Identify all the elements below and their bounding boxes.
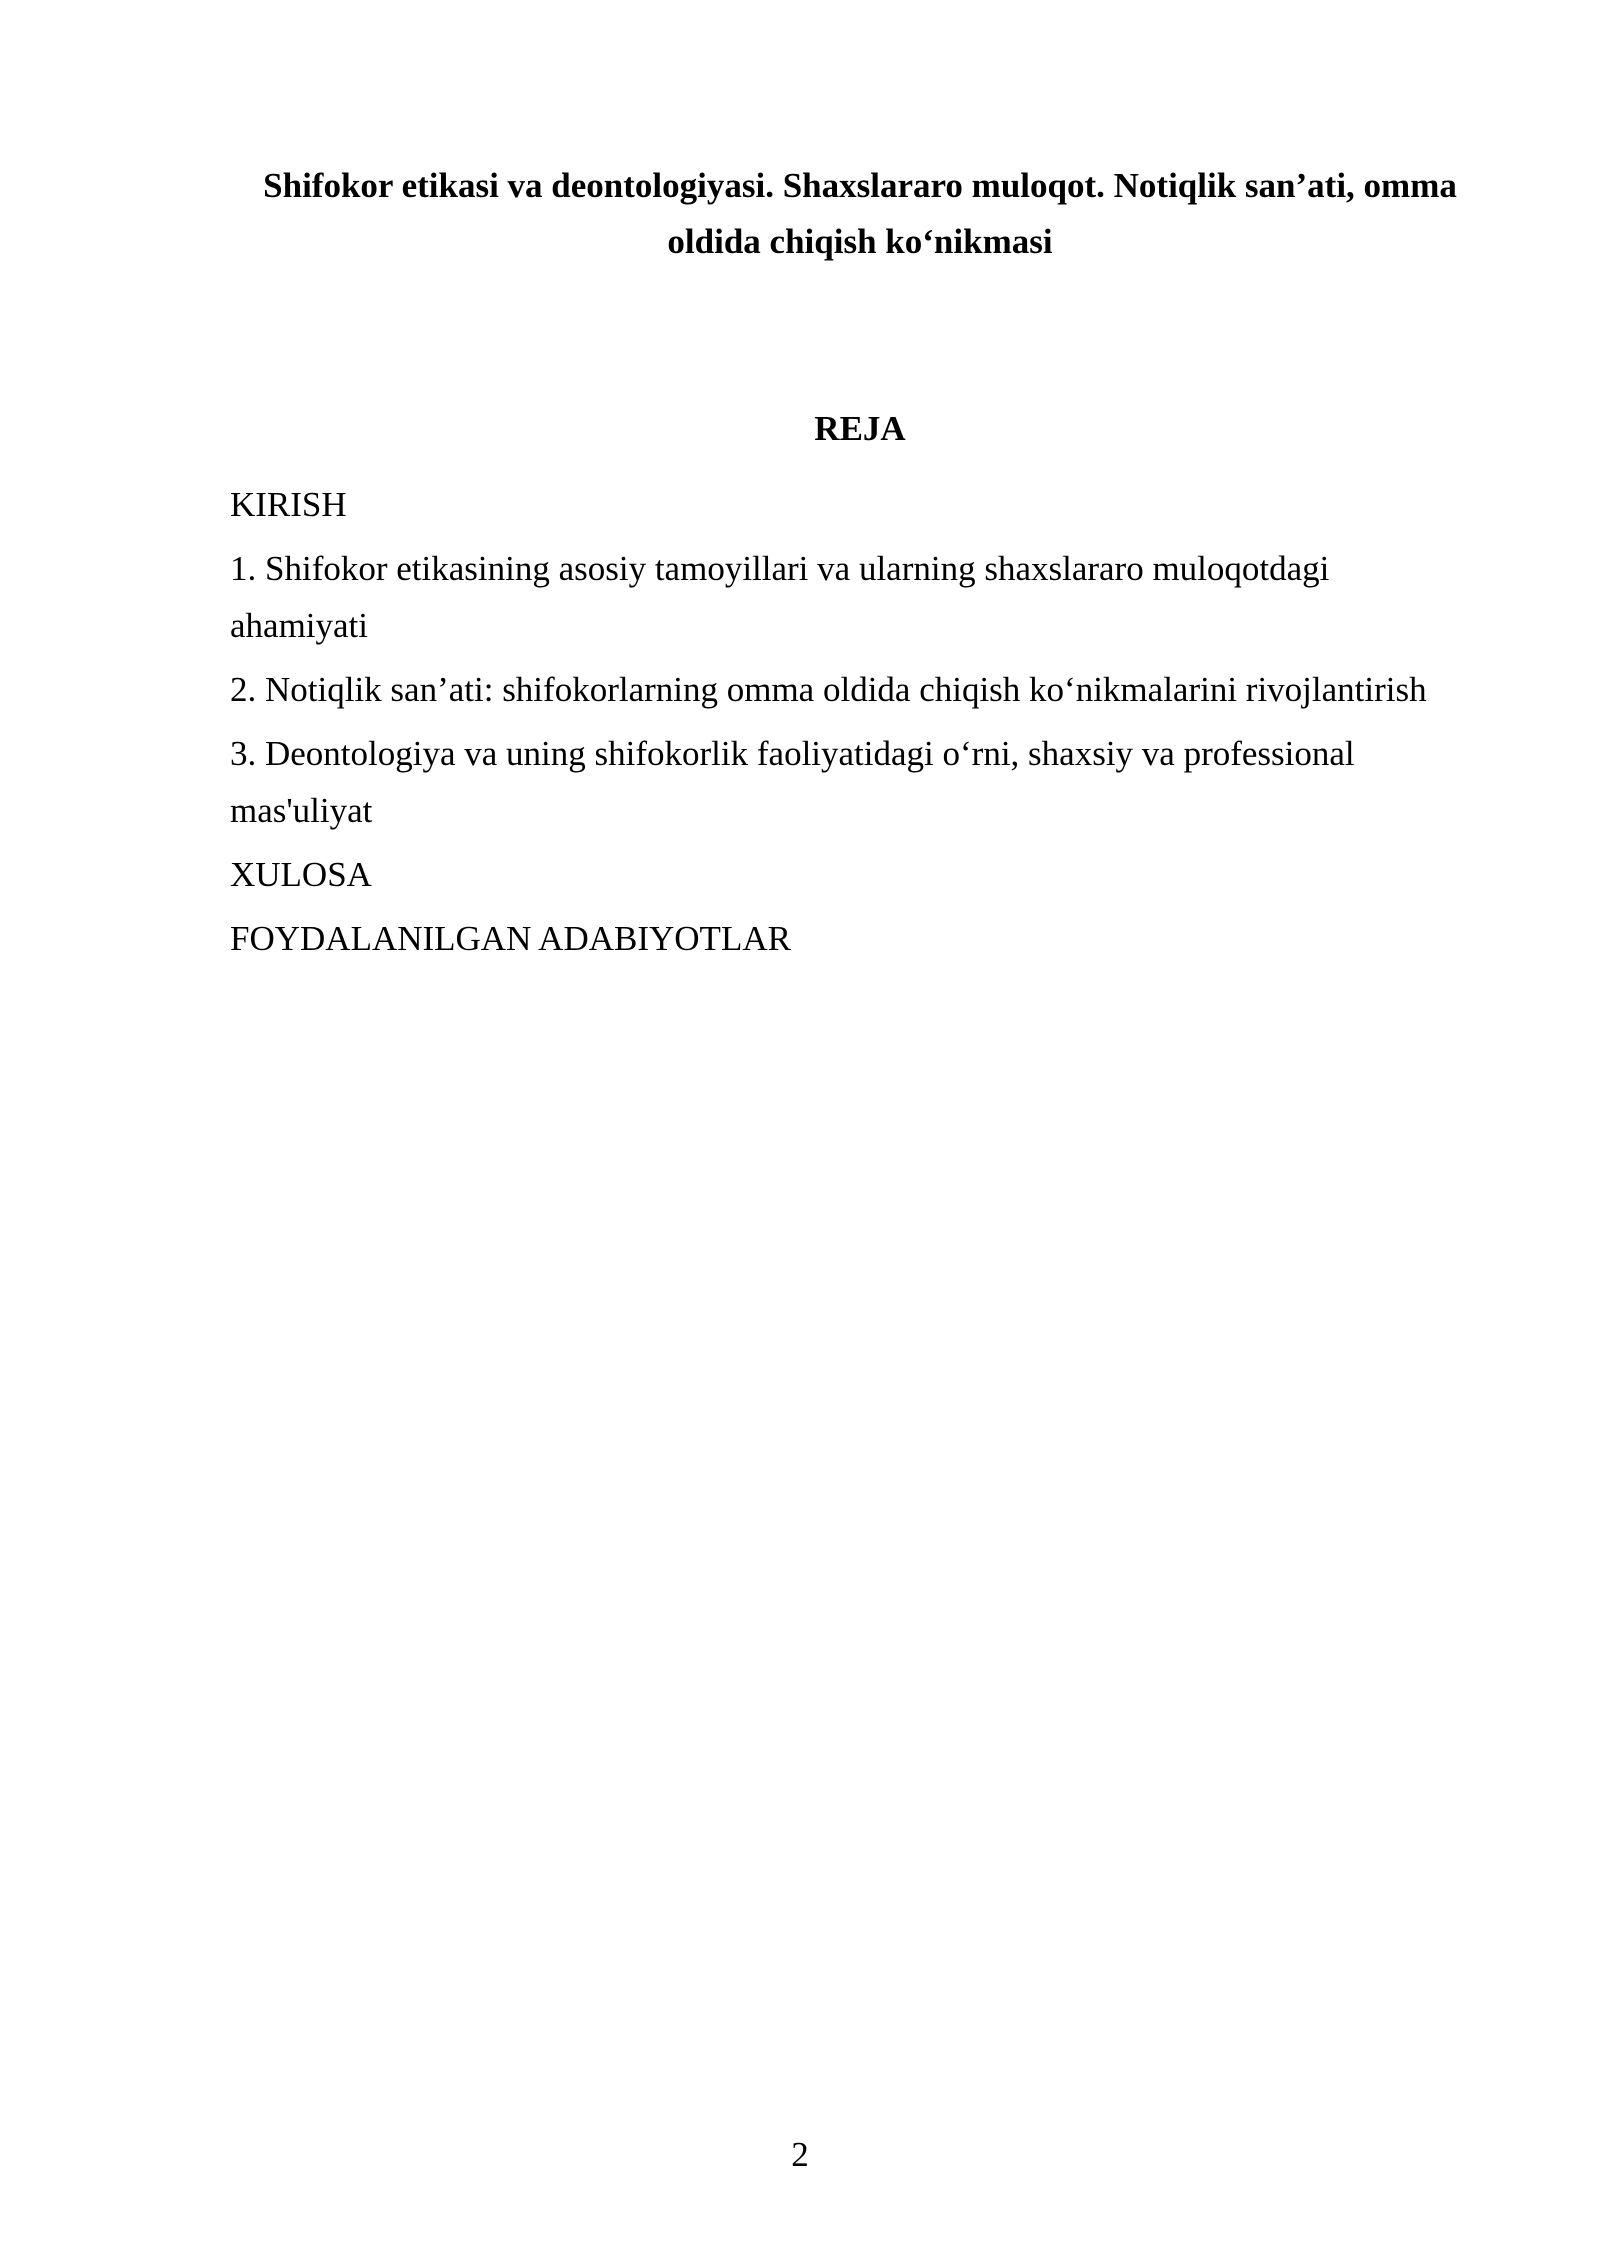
plan-item-1: 1. Shifokor etikasining asosiy tamoyillari va ularning shaxslararo muloqotdagi ahamiyati — [230, 549, 1330, 645]
plan-item-conclusion: XULOSA — [230, 855, 372, 894]
plan-item-introduction: KIRISH — [230, 485, 347, 524]
plan-heading: REJA — [814, 409, 906, 448]
plan-item-3: 3. Deontologiya va uning shifokorlik faoliyatidagi o‘rni, shaxsiy va professional mas'uliyat — [230, 734, 1355, 830]
document-title: Shifokor etikasi va deontologiyasi. Shaxslararo muloqot. Notiqlik san’ati, omma oldida chiqish ko‘nikmasi — [263, 166, 1457, 261]
page-number: 2 — [791, 2135, 809, 2174]
plan-item-references: FOYDALANILGAN ADABIYOTLAR — [230, 919, 791, 958]
plan-list — [230, 476, 1475, 974]
plan-item-2: 2. Notiqlik san’ati: shifokorlarning omma oldida chiqish ko‘nikmalarini rivojlantirish — [230, 670, 1427, 709]
